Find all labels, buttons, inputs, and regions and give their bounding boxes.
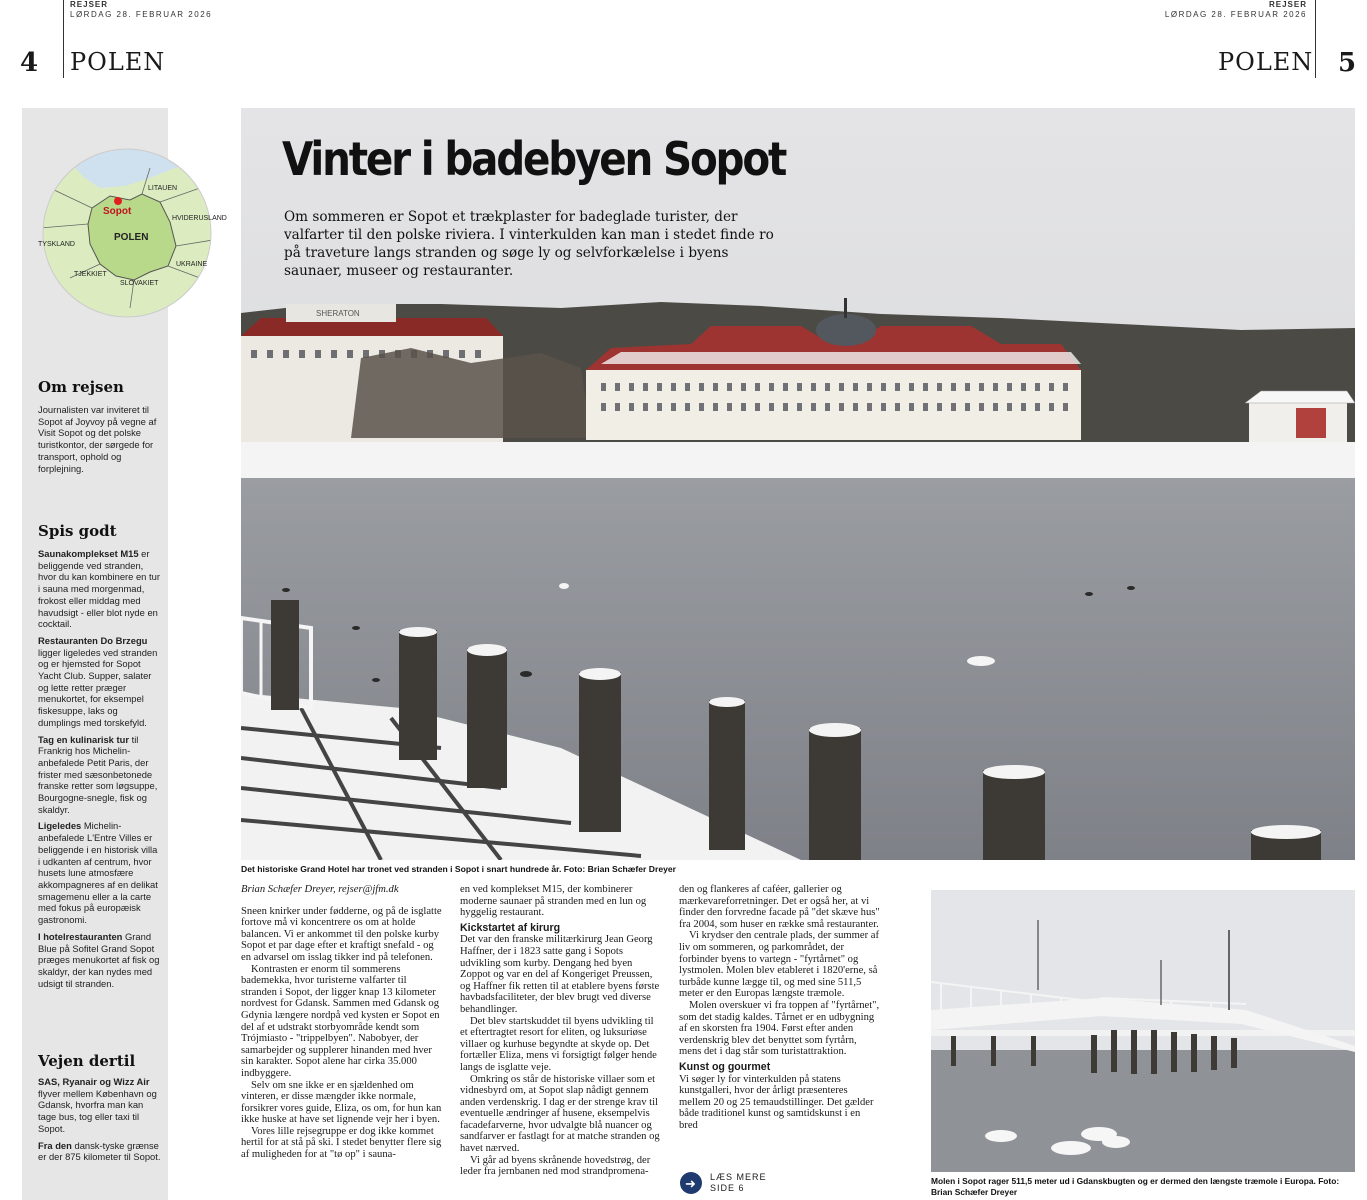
pier-photo-caption: Molen i Sopot rager 511,5 meter ud i Gdanskbugten og er dermed den længste træmole i Europa. Foto: Brian Schæfer Dreyer (931, 1176, 1340, 1197)
svg-text:SHERATON: SHERATON (316, 309, 360, 318)
date-label: LØRDAG 28. FEBRUAR 2026 (1164, 10, 1307, 19)
map-label-tjekkiet: TJEKKIET (74, 271, 107, 278)
paragraph: Det var den franske militærkirurg Jean Georg Haffner, der i 1823 satte gang i Sopots udvikling som kurby. Dengang hed byen Zoppot og var en del af Kongeriget Preussen, og Haffner fik retten til at etablere byens første havbadsfaciliteter, der blev brugt ved diverse behandlinger. (460, 934, 660, 1015)
paragraph: Molen overskuer vi fra toppen af "fyrtårnet", som det stadig kaldes. Tårnet er en udbygning af en skorsten fra 1904. Først efter anden verdenskrig blev det benyttet som fyrtårn, mens det i dag står som turistattraktion. (679, 999, 880, 1058)
article-lede: Om sommeren er Sopot et trækplaster for badeglade turister, der valfarter til den polske riviera. I vinterkulden kan man i stedet finde ro på traveture langs stranden og søge ly og selvforkælelse i byens saunaer, museer og restauranter. (284, 209, 774, 279)
sopot-marker (114, 197, 122, 205)
subheading: Kunst og gourmet (679, 1060, 771, 1073)
date-label: LØRDAG 28. FEBRUAR 2026 (70, 10, 213, 19)
paragraph: Omkring os står de historiske villaer som et vidnesbyrd om, at Sopot slap nådigt gennem anden verdenskrig. I dag er der strenge krav til eventuelle ændringer af husene, eksempelvis facadefarverne, hvor udvalgte blå nuancer og sandfarver er fastlagt for at matche stranden og havet nærved. (460, 1073, 660, 1155)
map-label-litauen: LITAUEN (148, 185, 178, 192)
spis-item: Ligeledes Michelin-anbefalede L'Entre Villes er beliggende i en historisk villa i udkanten af centrum, hvor husets lune atmosfære akkompagneres af en delikat smagemenu eller a la carte med fokus på europæisk gastronomi. (38, 820, 158, 926)
byline: Brian Schæfer Dreyer, rejser@jfm.dk (241, 884, 399, 895)
paragraph: Det blev startskuddet til byens udvikling til et eftertragtet resort for eliten, og luksuriøse villaer og kurhuse begyndte at skyde op. Det fortæller Eliza, mens vi forsigtigt følger hende langs de isglatte veje. (460, 1015, 657, 1073)
masthead-rule (1315, 0, 1316, 78)
page-number: 4 (20, 48, 39, 78)
spis-item: Saunakomplekset M15 er beliggende ved stranden, hvor du kan kombinere en tur i sauna med morgenmad, frokost eller middag med havudsigt - eller blot nyde en cocktail. (38, 548, 160, 630)
spis-item: Tag en kulinarisk tur til Frankrig hos Michelin-anbefalede Petit Paris, der frister med sæsonbetonede franske retter som løgsuppe, Bourgogne-snegle, fisk og skaldyr. (38, 733, 158, 815)
article-column-1 (241, 884, 443, 1161)
map-label-tyskland: TYSKLAND (38, 241, 75, 248)
section-label: REJSER (70, 0, 109, 9)
locator-map (30, 148, 230, 318)
om-paragraph: Journalisten var inviteret til Sopot af Joyvoy på vegne af Visit Sopot og det polske turistkontor, der sørgede for transport, ophold og forplejning. (38, 404, 157, 474)
paragraph: den og flankeres af caféer, gallerier og mærkevareforretninger. Det er også her, at vi finder den forvredne facade på "det skæve hus" fra 2004, som huser en række små restauranter. (679, 884, 880, 930)
spis-item: Restauranten Do Brzegu ligger ligeledes ved stranden og er hjemsted for Sopot Yacht Club. Supper, salater og lette retter præger menukortet, for eksempel fiskesuppe, laks og dumplings med torskefyld. (38, 634, 158, 728)
spis-item: I hotelrestauranten Grand Blue på Sofitel Grand Sopot præges menukortet af fisk og skaldyr, der kan nydes med udsigt til stranden. (38, 930, 160, 989)
photo-caption: Det historiske Grand Hotel har tronet ved stranden i Sopot i snart hundrede år. Foto: Brian Schæfer Dreyer (241, 864, 677, 874)
article-headline: Vinter i badebyen Sopot (282, 132, 786, 186)
page-section-title: POLEN (1218, 48, 1314, 76)
map-label-ukraine: UKRAINE (176, 261, 208, 268)
paragraph: Vores lille rejsegruppe er dog ikke kommet hertil for at stå på ski. I stedet benytter flere sig af muligheden for at "tø op" i sauna- (241, 1125, 442, 1161)
page-number: 5 (1338, 48, 1357, 78)
masthead-left (70, 0, 212, 20)
sidebar-om-text (38, 404, 162, 479)
beach-pavilion (1245, 391, 1355, 448)
vejen-item: Fra den dansk-tyske grænse er der 875 kilometer til Sopot. (38, 1139, 161, 1163)
arrow-right-icon: ➜ (680, 1172, 702, 1194)
paragraph: Vi krydser den centrale plads, der summer af liv om sommeren, og parkområdet, der forbinder byens to vartegn - "fyrtårnet" og lystmolen. Molen blev etableret i 1820'erne, så turbåde kunne lægge til, og med sine 511,5 meter er den Europas længste træmole. (679, 930, 879, 1000)
snowy-beach (241, 442, 1355, 480)
masthead-right (1165, 0, 1307, 20)
paragraph: Vi går ad byens skrånende hovedstrøg, der leder fra jernbanen ned mod strandpromena- (460, 1154, 651, 1178)
pier-photo (931, 890, 1355, 1172)
article-column-2 (460, 884, 662, 1178)
read-more-text: LÆS MERE SIDE 6 (710, 1172, 767, 1193)
masthead-rule (63, 0, 64, 78)
section-label: REJSER (1268, 0, 1307, 9)
paragraph: Vi søger ly for vinterkulden på statens kunstgalleri, hvor der årligt præsenteres mellem 20 og 25 temaudstillinger. Det gælder både traditionel kunst og samtidskunst i en bred (679, 1073, 874, 1131)
sidebar-heading-vejen: Vejen dertil (38, 1052, 136, 1070)
sidebar-heading-om: Om rejsen (38, 378, 124, 396)
sidebar (22, 108, 227, 1200)
vejen-item: SAS, Ryanair og Wizz Air flyver mellem København og Gdansk, hvorfra man kan tage bus, tog eller taxi til Sopot. (38, 1076, 157, 1134)
map-label-polen: POLEN (114, 232, 149, 243)
pier-scene (931, 890, 1355, 1172)
article-column-3 (679, 884, 881, 1131)
paragraph: Selv om sne ikke er en sjældenhed om vinteren, er disse mængder ikke normale, forsikrer vores guide, Eliza, os om, for hun kan ikke huske at have set lignende vejr her i byen. (241, 1079, 442, 1126)
read-more-link[interactable] (680, 1172, 767, 1194)
sidebar-vejen-list (38, 1076, 162, 1168)
paragraph: en ved komplekset M15, der kombinerer moderne saunaer på stranden med en lun og hyggelig restaurant. (460, 884, 647, 919)
sidebar-heading-spis: Spis godt (38, 522, 117, 540)
page-section-title: POLEN (70, 48, 166, 76)
sidebar-spis-list (38, 548, 162, 994)
paragraph: Sneen knirker under fødderne, og på de isglatte fortove må vi koncentrere os om at holde balancen. Vi er ankommet til den polske kurby Sopot et par dage efter et kraftigt snefald - og en advarsel om isslag tikker ind på telefonen. (241, 905, 442, 963)
map-label-hviderusland: HVIDERUSLAND (172, 215, 227, 222)
map-label-slovakiet: SLOVAKIET (120, 280, 159, 287)
map-label-sopot: Sopot (103, 206, 132, 217)
paragraph: Kontrasten er enorm til sommerens bademekka, hvor turisterne valfarter til stranden i Sopot, der ligger knap 13 kilometer nordvest for Gdansk. Sammen med Gdansk og Gdynia længere nordpå ved kysten er Sopot en del af et udstrakt storbyområde kendt som Trójmiasto - "trippelbyen". Nabobyer, der samarbejder og supplerer hinanden med hver sin karakter. Sopot alene har cirka 35.000 indbyggere. (241, 963, 440, 1079)
subheading: Kickstartet af kirurg (460, 921, 561, 934)
